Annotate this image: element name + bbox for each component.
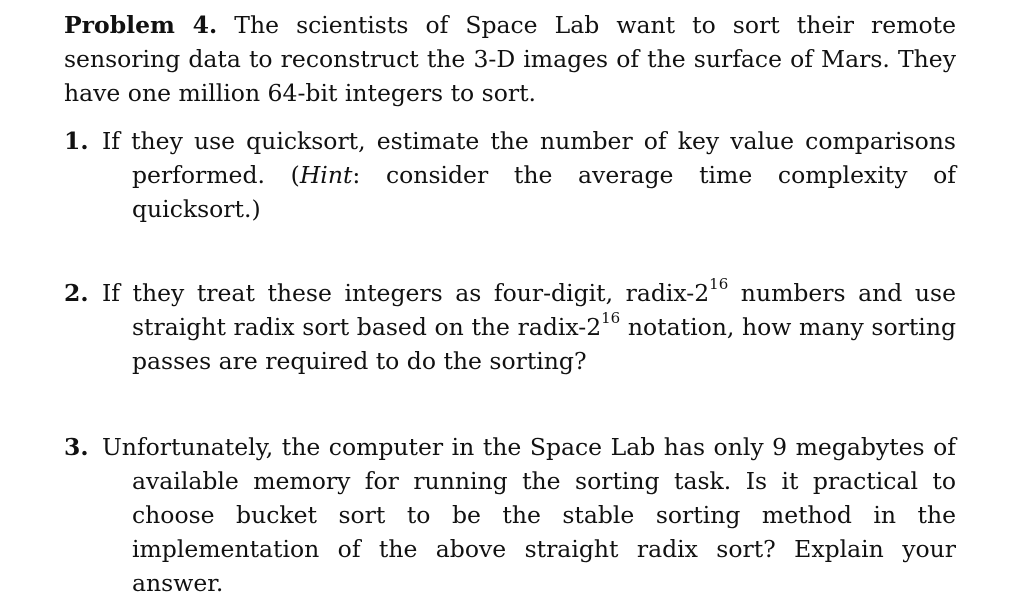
problem-statement — [64, 8, 956, 110]
problem-label: Problem 4. — [64, 11, 218, 39]
question-text: Unfortunately, the computer in the Space Lab has only 9 megabytes of available memory for running the sorting task. Is it practical to choose bucket sort to be the stable sorting method in the implementation of the above straight radix sort? Explain your answer. — [102, 433, 956, 597]
question-number: 1. — [64, 127, 89, 155]
question-item-3 — [64, 430, 956, 600]
exponent: 16 — [709, 275, 729, 294]
question-number: 3. — [64, 433, 89, 461]
question-list — [64, 124, 956, 600]
exponent: 16 — [601, 309, 621, 328]
question-number: 2. — [64, 279, 89, 307]
question-text-continued: numbers and use straight radix sort based on the radix-2 — [132, 279, 957, 341]
question-text: If they use quicksort, estimate the number of key value comparisons performed. ( — [102, 127, 956, 189]
question-item-2 — [64, 276, 956, 378]
question-item-1 — [64, 124, 956, 226]
problem-document — [64, 8, 956, 600]
question-text-continued: : consider the average time complexity of quicksort.) — [132, 161, 956, 223]
question-text-end: notation, how many sorting passes are required to do the sorting? — [132, 313, 956, 375]
problem-intro-text: The scientists of Space Lab want to sort their remote sensoring data to reconstruct the 3-D images of the surface of Mars. They have one million 64-bit integers to sort. — [64, 11, 956, 107]
hint-label: Hint — [299, 161, 353, 189]
question-text: If they treat these integers as four-digit, radix-2 — [102, 279, 710, 307]
